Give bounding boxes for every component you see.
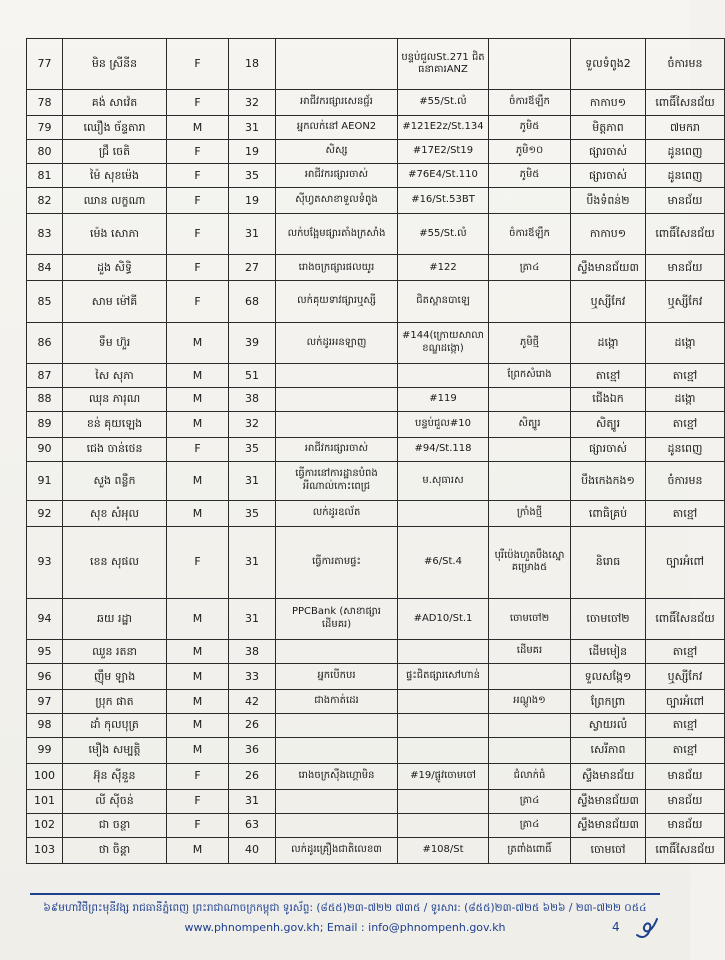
cell-sangkat: ផ្សារចាស់ <box>571 163 646 187</box>
cell-age: 38 <box>229 639 276 663</box>
cell-khan: តាខ្មៅ <box>646 411 725 437</box>
cell-village: ចោមចៅ២ <box>489 598 571 639</box>
cell-address <box>398 639 489 663</box>
cell-address <box>398 813 489 837</box>
cell-row-number: 98 <box>27 713 63 737</box>
cell-age: 42 <box>229 689 276 713</box>
cell-name: ដួង សិទ្ធិ <box>63 255 167 281</box>
cell-age: 35 <box>229 500 276 526</box>
cell-occupation <box>276 411 398 437</box>
table-row <box>27 213 725 254</box>
cell-khan: តាខ្មៅ <box>646 713 725 737</box>
cell-occupation <box>276 639 398 663</box>
cell-row-number: 77 <box>27 39 63 90</box>
cell-row-number: 93 <box>27 526 63 598</box>
cell-occupation <box>276 387 398 411</box>
cell-address <box>398 500 489 526</box>
cell-occupation: លក់គុយទាវផ្សារឬស្សី <box>276 281 398 322</box>
cell-sex: M <box>167 322 229 363</box>
cell-village: ភូមិថ្មី <box>489 322 571 363</box>
cell-row-number: 78 <box>27 90 63 116</box>
cell-sangkat: ចោមចៅ <box>571 837 646 863</box>
cell-sex: M <box>167 639 229 663</box>
cell-occupation <box>276 737 398 763</box>
cell-row-number: 86 <box>27 322 63 363</box>
cell-name: ខន់ គុយឡេង <box>63 411 167 437</box>
cell-sex: F <box>167 255 229 281</box>
cell-village: សិត្បូរ <box>489 411 571 437</box>
cell-name: សួង ពន្លឺក <box>63 461 167 500</box>
table-row <box>27 789 725 813</box>
cell-name: មឿង សម្បត្តិ <box>63 737 167 763</box>
cell-name: ឈុន ភារុណ <box>63 387 167 411</box>
table-row <box>27 763 725 789</box>
cell-age: 31 <box>229 789 276 813</box>
cell-name: ខេន សុផល <box>63 526 167 598</box>
cell-sangkat: សេរីភាព <box>571 737 646 763</box>
cell-village: ក្រាំងថ្មី <box>489 500 571 526</box>
table-row <box>27 526 725 598</box>
cell-khan: ពោធិ៍សែនជ័យ <box>646 837 725 863</box>
cell-village: ត្រពាំងពោធិ៍ <box>489 837 571 863</box>
cell-sangkat: និរោធ <box>571 526 646 598</box>
table-row <box>27 689 725 713</box>
cell-sangkat: ស្ទឹងមានជ័យ៣ <box>571 255 646 281</box>
table-row <box>27 437 725 461</box>
cell-age: 68 <box>229 281 276 322</box>
cell-name: ទឹម ហ៊ួរ <box>63 322 167 363</box>
cell-address: #122 <box>398 255 489 281</box>
cell-occupation: រោងចក្រស៊ឺងហ្គោមិន <box>276 763 398 789</box>
cell-occupation: អាជីវករផ្សារចាស់ <box>276 163 398 187</box>
cell-village <box>489 281 571 322</box>
table-row <box>27 461 725 500</box>
cell-age: 38 <box>229 387 276 411</box>
cell-sangkat: ដើមមៀន <box>571 639 646 663</box>
cell-sex: F <box>167 437 229 461</box>
table-row <box>27 255 725 281</box>
cell-row-number: 92 <box>27 500 63 526</box>
cell-name: ឈួន រតនា <box>63 639 167 663</box>
cell-age: 51 <box>229 363 276 387</box>
table-row <box>27 411 725 437</box>
table-row <box>27 663 725 689</box>
cell-row-number: 99 <box>27 737 63 763</box>
cell-village: បុរីប៉េងហួតបឹងស្នោគម្រោង៥ <box>489 526 571 598</box>
cell-age: 35 <box>229 163 276 187</box>
cell-age: 32 <box>229 90 276 116</box>
cell-age: 35 <box>229 437 276 461</box>
cell-address: #55/St.លំ <box>398 90 489 116</box>
cell-khan: ពោធិ៍សែនជ័យ <box>646 90 725 116</box>
table-row <box>27 163 725 187</box>
cell-occupation: ស៊ីហ្វតសាខាទួលទំពូង <box>276 187 398 213</box>
cell-age: 33 <box>229 663 276 689</box>
cell-village: ព្រែកសំរោង <box>489 363 571 387</box>
cell-khan: ឬស្សីកែវ <box>646 281 725 322</box>
cell-row-number: 81 <box>27 163 63 187</box>
cell-age: 31 <box>229 598 276 639</box>
cell-sex: M <box>167 500 229 526</box>
cell-village <box>489 663 571 689</box>
cell-occupation: អាជីវករផ្សារសេនជ្ជ័រ <box>276 90 398 116</box>
cell-age: 31 <box>229 461 276 500</box>
cell-sex: M <box>167 713 229 737</box>
cell-address: #121E2z/St.134 <box>398 116 489 140</box>
table-row <box>27 639 725 663</box>
cell-sex: M <box>167 116 229 140</box>
cell-row-number: 90 <box>27 437 63 461</box>
cell-name: ដាំ កុលបុត្រ <box>63 713 167 737</box>
cell-age: 26 <box>229 763 276 789</box>
cell-sangkat: ពោធិគ្រប់ <box>571 500 646 526</box>
page-number: 4 <box>612 920 620 934</box>
cell-village: ភូមិ៥ <box>489 116 571 140</box>
cell-sangkat: បឹងកេងកង១ <box>571 461 646 500</box>
cell-occupation: អ្នកលក់នៅ AEON2 <box>276 116 398 140</box>
cell-sangkat: កាកាប១ <box>571 90 646 116</box>
table-row <box>27 500 725 526</box>
cell-sex: M <box>167 411 229 437</box>
cell-sex: M <box>167 737 229 763</box>
cell-occupation <box>276 713 398 737</box>
table-row <box>27 39 725 90</box>
cell-row-number: 103 <box>27 837 63 863</box>
cell-row-number: 101 <box>27 789 63 813</box>
cell-khan: ៧មករា <box>646 116 725 140</box>
cell-sangkat: ចោមចៅ២ <box>571 598 646 639</box>
cell-village: ភូមិ៥ <box>489 163 571 187</box>
cell-khan: តាខ្មៅ <box>646 737 725 763</box>
cell-age: 31 <box>229 526 276 598</box>
cell-khan: ដូនពេញ <box>646 163 725 187</box>
cell-name: ឆយ រដ្ឋា <box>63 598 167 639</box>
cell-sex: F <box>167 789 229 813</box>
cell-name: គង់ សាវ៉េត <box>63 90 167 116</box>
cell-occupation: ធ្វើការនៅការដ្ឋានបំពងអីណាល់កោះពេជ្រ <box>276 461 398 500</box>
cell-row-number: 87 <box>27 363 63 387</box>
cell-name: ជា ចន្ថា <box>63 813 167 837</box>
cell-occupation <box>276 813 398 837</box>
cell-name: លី ស៊ីចន់ <box>63 789 167 813</box>
cell-name: មិន ស្រីនីន <box>63 39 167 90</box>
cell-row-number: 88 <box>27 387 63 411</box>
cell-name: ជ្រឹ ចេតិ <box>63 140 167 164</box>
cell-sex: F <box>167 163 229 187</box>
table-row <box>27 387 725 411</box>
handwritten-mark-icon <box>634 915 660 941</box>
cell-address: ម.សុធារស <box>398 461 489 500</box>
cell-row-number: 80 <box>27 140 63 164</box>
cell-address: #16/St.53BT <box>398 187 489 213</box>
cell-name: សាម ម៉ៅគី <box>63 281 167 322</box>
cell-sex: F <box>167 90 229 116</box>
cell-sangkat: មិត្តភាព <box>571 116 646 140</box>
cell-row-number: 84 <box>27 255 63 281</box>
cell-sangkat: ផ្សារចាស់ <box>571 140 646 164</box>
cell-address: បន្ទប់ជួលSt.271 ជិតធនាគារANZ <box>398 39 489 90</box>
cell-age: 31 <box>229 213 276 254</box>
cell-sex: F <box>167 187 229 213</box>
cell-sangkat: ទួលទំពូង2 <box>571 39 646 90</box>
cell-name: សុខ សំអុល <box>63 500 167 526</box>
cell-khan: ចំការមន <box>646 461 725 500</box>
cell-occupation: ធ្វើការតាមផ្ទះ <box>276 526 398 598</box>
cell-name: ឈាន លក្ខណា <box>63 187 167 213</box>
cell-name: ម៉េង សោភា <box>63 213 167 254</box>
cell-village: អណ្តូង១ <box>489 689 571 713</box>
cell-sex: M <box>167 387 229 411</box>
cell-sangkat: សិត្បូរ <box>571 411 646 437</box>
cell-sex: F <box>167 140 229 164</box>
cell-village: ជំលាក់ធំ <box>489 763 571 789</box>
cell-address: #19/ផ្លូវចោមចៅ <box>398 763 489 789</box>
table-row <box>27 713 725 737</box>
table-row <box>27 116 725 140</box>
cell-khan: ដូនពេញ <box>646 437 725 461</box>
cell-age: 18 <box>229 39 276 90</box>
table-body <box>27 39 725 864</box>
cell-village: ភូមិ១០ <box>489 140 571 164</box>
cell-sangkat: ទួលសង្កែ១ <box>571 663 646 689</box>
cell-age: 19 <box>229 140 276 164</box>
cell-address: ផ្ទះជិតផ្សារសៅហាន់ <box>398 663 489 689</box>
cell-age: 63 <box>229 813 276 837</box>
cell-khan: មានជ័យ <box>646 789 725 813</box>
cell-address: បន្ទប់ជួល#10 <box>398 411 489 437</box>
cell-khan: ដង្កោ <box>646 322 725 363</box>
cell-khan: ឬស្សីកែវ <box>646 663 725 689</box>
cell-village: ត្រា៤ <box>489 255 571 281</box>
cell-occupation: សិស្ស <box>276 140 398 164</box>
cell-khan: មានជ័យ <box>646 813 725 837</box>
table-row <box>27 322 725 363</box>
cell-occupation: អ្នកបើកបរ <box>276 663 398 689</box>
cell-name: ម៉ៃ សុខម៉េង <box>63 163 167 187</box>
cell-occupation <box>276 39 398 90</box>
cell-row-number: 79 <box>27 116 63 140</box>
cell-village <box>489 437 571 461</box>
cell-sangkat: ជើងឯក <box>571 387 646 411</box>
cell-occupation: លក់ដូរអនឡាញ <box>276 322 398 363</box>
cell-address: #108/St <box>398 837 489 863</box>
cell-khan: ពោធិ៍សែនជ័យ <box>646 213 725 254</box>
cell-sex: F <box>167 526 229 598</box>
cell-sangkat: ផ្សារចាស់ <box>571 437 646 461</box>
cell-name: ជេង ចាន់ថេន <box>63 437 167 461</box>
cell-row-number: 85 <box>27 281 63 322</box>
cell-sex: M <box>167 363 229 387</box>
cell-address <box>398 737 489 763</box>
cell-sangkat: ឬស្សីកែវ <box>571 281 646 322</box>
cell-village: ត្រា៤ <box>489 789 571 813</box>
cell-village <box>489 39 571 90</box>
cell-sex: F <box>167 213 229 254</box>
cell-age: 19 <box>229 187 276 213</box>
cell-village: ចំការឪឡឹក <box>489 213 571 254</box>
cell-khan: ដង្កោ <box>646 387 725 411</box>
cell-sangkat: ដង្កោ <box>571 322 646 363</box>
cell-khan: ដូនពេញ <box>646 140 725 164</box>
cell-address: #76E4/St.110 <box>398 163 489 187</box>
table-row <box>27 140 725 164</box>
cell-sangkat: បឹងទំពន់២ <box>571 187 646 213</box>
cell-row-number: 83 <box>27 213 63 254</box>
table-row <box>27 598 725 639</box>
table-row <box>27 363 725 387</box>
cell-sex: M <box>167 598 229 639</box>
cell-khan: ច្បារអំពៅ <box>646 526 725 598</box>
cell-row-number: 102 <box>27 813 63 837</box>
cell-row-number: 95 <box>27 639 63 663</box>
cell-khan: មានជ័យ <box>646 255 725 281</box>
cell-name: ឈឿង ច័ន្ទតារា <box>63 116 167 140</box>
cell-occupation <box>276 363 398 387</box>
cell-row-number: 94 <box>27 598 63 639</box>
cell-address <box>398 363 489 387</box>
cell-sangkat: ស្ទឹងមានជ័យ <box>571 763 646 789</box>
cell-address: #119 <box>398 387 489 411</box>
cell-address: ជិតស្ពានបាឡេ <box>398 281 489 322</box>
cell-occupation: ជាងកាត់ដេរ <box>276 689 398 713</box>
table-row <box>27 837 725 863</box>
cell-row-number: 91 <box>27 461 63 500</box>
table-row <box>27 281 725 322</box>
cell-sex: M <box>167 689 229 713</box>
cell-sex: F <box>167 281 229 322</box>
cell-occupation: លក់ដូរគ្រឿងជាតិលេខ៣ <box>276 837 398 863</box>
cell-village <box>489 187 571 213</box>
cell-village <box>489 387 571 411</box>
cell-khan: ពោធិ៍សែនជ័យ <box>646 598 725 639</box>
cell-address: #144(ក្រោយសាលាខណ្ឌដង្កោ) <box>398 322 489 363</box>
cell-khan: តាខ្មៅ <box>646 639 725 663</box>
cell-khan: ច្បារអំពៅ <box>646 689 725 713</box>
cell-village: ដើមគរ <box>489 639 571 663</box>
cell-sex: M <box>167 837 229 863</box>
cell-sex: F <box>167 763 229 789</box>
cell-occupation: អាជីវករផ្សារចាស់ <box>276 437 398 461</box>
cell-name: ញ៉ឹម ឡាង <box>63 663 167 689</box>
cell-name: អ៊ុន ស៊ីនួន <box>63 763 167 789</box>
cell-khan: តាខ្មៅ <box>646 500 725 526</box>
cell-village: ត្រា៤ <box>489 813 571 837</box>
cell-village: ចំការឪឡឹក <box>489 90 571 116</box>
cell-row-number: 89 <box>27 411 63 437</box>
cell-row-number: 100 <box>27 763 63 789</box>
cell-row-number: 96 <box>27 663 63 689</box>
cell-row-number: 97 <box>27 689 63 713</box>
cell-age: 32 <box>229 411 276 437</box>
cell-name: ថា ចិន្តា <box>63 837 167 863</box>
cell-age: 26 <box>229 713 276 737</box>
footer-web-email: www.phnompenh.gov.kh; Email : info@phnompenh.gov.kh <box>184 921 506 934</box>
cell-sex: F <box>167 39 229 90</box>
cell-address <box>398 689 489 713</box>
cell-age: 40 <box>229 837 276 863</box>
cell-sangkat: ស្វាយរលំ <box>571 713 646 737</box>
cell-khan: តាខ្មៅ <box>646 363 725 387</box>
cell-sex: M <box>167 461 229 500</box>
cell-khan: មានជ័យ <box>646 187 725 213</box>
cell-sangkat: តាខ្មៅ <box>571 363 646 387</box>
table-row <box>27 90 725 116</box>
cell-occupation: រោងចក្រផ្សារផលយូរ <box>276 255 398 281</box>
cell-occupation: PPCBank (សាខាផ្សារដើមគរ) <box>276 598 398 639</box>
cell-sex: F <box>167 813 229 837</box>
cell-address: #6/St.4 <box>398 526 489 598</box>
cell-age: 31 <box>229 116 276 140</box>
cell-occupation: លក់ដូរឧល័ត <box>276 500 398 526</box>
cell-address: #55/St.លំ <box>398 213 489 254</box>
cell-address <box>398 713 489 737</box>
cell-village <box>489 737 571 763</box>
cell-village <box>489 713 571 737</box>
cell-name: ប្រុក ផាត <box>63 689 167 713</box>
table-row <box>27 813 725 837</box>
cell-age: 36 <box>229 737 276 763</box>
cell-sangkat: ស្ទឹងមានជ័យ៣ <box>571 789 646 813</box>
cell-occupation: លក់បង្អែមផ្សារតាំងក្រសាំង <box>276 213 398 254</box>
cell-khan: មានជ័យ <box>646 763 725 789</box>
cell-sangkat: កាកាប១ <box>571 213 646 254</box>
cell-address: #94/St.118 <box>398 437 489 461</box>
cell-occupation <box>276 789 398 813</box>
cell-row-number: 82 <box>27 187 63 213</box>
cell-name: សៃ សុភា <box>63 363 167 387</box>
cell-address: #AD10/St.1 <box>398 598 489 639</box>
table-row <box>27 187 725 213</box>
footer-divider <box>30 893 660 895</box>
cell-address: #17E2/St19 <box>398 140 489 164</box>
table-row <box>27 737 725 763</box>
cell-khan: ចំការមន <box>646 39 725 90</box>
cell-village <box>489 461 571 500</box>
cell-sangkat: ព្រែកព្រា <box>571 689 646 713</box>
cell-sex: M <box>167 663 229 689</box>
cell-sangkat: ស្ទឹងមានជ័យ៣ <box>571 813 646 837</box>
cell-age: 39 <box>229 322 276 363</box>
patient-list-table <box>26 38 725 864</box>
cell-age: 27 <box>229 255 276 281</box>
cell-address <box>398 789 489 813</box>
footer-address: ៦៩មហាវិថីព្រះមុនីវង្ស រាជធានីភ្នំពេញ ព្រះរាជាណាចក្រកម្ពុជា ទូរស័ព្ទ: (៨៥៥)២៣-៧២២ ៧៣៥ / ទូរសារ: (៨៥៥)២៣-៧២៥ ៦២៦ / ២៣-៧២២ ០៥៤ <box>43 902 647 914</box>
